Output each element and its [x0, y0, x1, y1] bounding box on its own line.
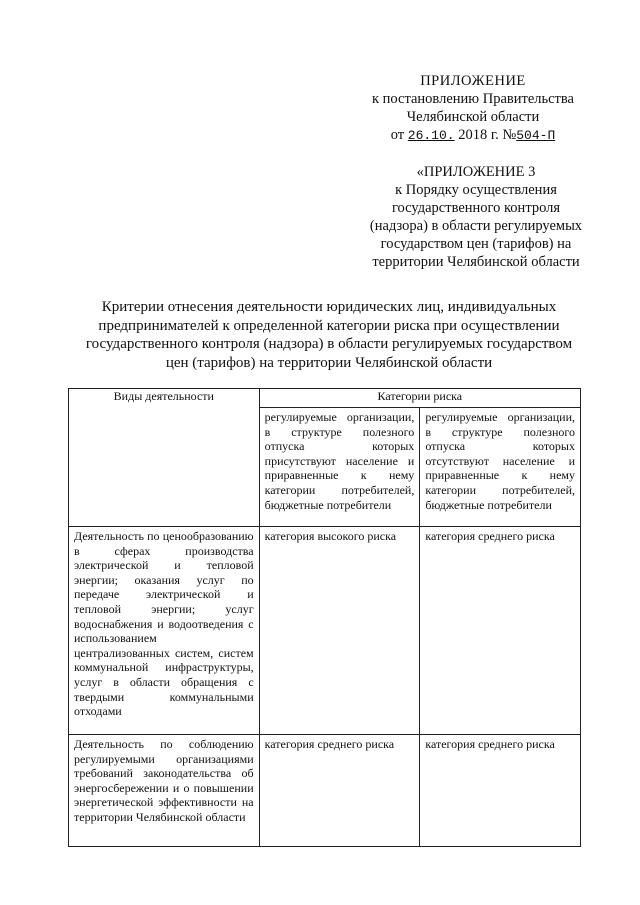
document-title-line: предпринимателей к определенной категории риска при осуществлении: [98, 317, 560, 334]
appendix3-line: территории Челябинской области: [372, 254, 580, 270]
appendix3-header: [345, 163, 607, 271]
risk-without-cell: категория среднего риска: [420, 527, 581, 735]
risk-without-cell: категория среднего риска: [420, 735, 581, 847]
document-title-line: цен (тарифов) на территории Челябинской области: [165, 354, 493, 371]
appendix3-title: «ПРИЛОЖЕНИЕ 3: [416, 164, 536, 180]
appendix-header: [335, 72, 611, 145]
activity-cell: Деятельность по ценообразованию в сферах производства электрической и тепловой энергии; оказания услуг по передаче электрической и тепловой энергии; услуг водоснабжения и водоотведения с использованием централизованных систем, систем коммунальной инфраструктуры, услуг в области обращения с твердыми коммунальными отходами: [69, 527, 260, 735]
date-prefix: от: [390, 127, 405, 143]
appendix-date-line: [335, 126, 611, 145]
appendix3-line: к Порядку осуществления: [395, 182, 557, 198]
risk-with-cell: категория среднего риска: [259, 735, 420, 847]
subheader-with-population: регулируемые организации, в структуре полезного отпуска которых присутствуют население и приравненные к нему категории потребителей, бюджетные потребители: [259, 408, 420, 527]
table-row: [69, 735, 581, 847]
document-title-line: Критерии отнесения деятельности юридических лиц, индивидуальных: [101, 299, 557, 315]
activity-cell: Деятельность по соблюдению регулируемыми организациями требований законодательства об энергосбережении и о повышении энергетической эффективности на территории Челябинской области: [69, 735, 260, 847]
risk-with-cell: категория высокого риска: [259, 527, 420, 735]
document-title: [70, 298, 588, 372]
decree-number: 504-П: [516, 128, 556, 143]
header-risk-categories: Категории риска: [259, 389, 580, 408]
appendix3-line: (надзора) в области регулируемых: [369, 218, 583, 234]
risk-categories-table: [68, 388, 581, 847]
year-text: 2018 г. №: [458, 127, 517, 143]
appendix3-line: государственного контроля: [391, 200, 561, 216]
appendix3-line: государством цен (тарифов) на: [380, 236, 572, 252]
table-header-row: [69, 389, 581, 408]
document-title-line: государственного контроля (надзора) в области регулируемых государством: [85, 336, 573, 352]
appendix-line-2: Челябинской области: [406, 109, 540, 125]
appendix-line-1: к постановлению Правительства: [372, 91, 574, 107]
appendix-title: ПРИЛОЖЕНИЕ: [420, 73, 526, 89]
date-value: 26.10.: [407, 128, 455, 143]
table-row: [69, 527, 581, 735]
subheader-without-population: регулируемые организации, в структуре полезного отпуска которых отсутствуют население и приравненные к нему категории потребителей, бюджетные потребители: [420, 408, 581, 527]
header-activity-types: Виды деятельности: [69, 389, 260, 527]
